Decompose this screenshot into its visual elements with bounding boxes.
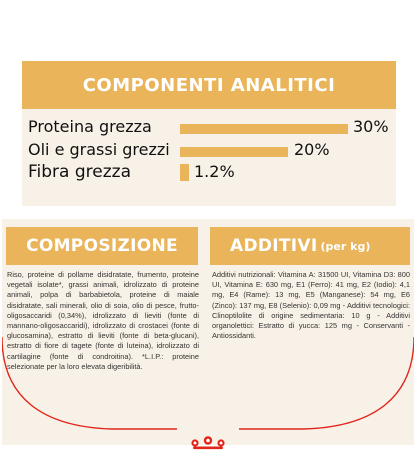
analytics-row-value: 20%	[294, 140, 330, 159]
composition-text: Riso, proteine di pollame disidratate, frumento, proteine vegetali isolate*, grassi animali, idrolizzato di proteine animali, polpa di barbabietola, proteine di maiale disidratate, sali minerali, olio di soia, olio di pesce, frutto-oligosaccaridi (0,34%), idrolizzato di lieviti (fonte di mannano-oligosaccaridi), idrolizzato di crostacei (fonte di glucosamina), estratto di lieviti (fonte di beta-glucani), estratto di fiore di tagete (fonte di luteina), idrolizzato di cartilagine (fonte di condroitina). *L.I.P.: proteine selezionate per la loro elevata digeribilità.	[7, 270, 199, 371]
analytics-row-label: Fibra grezza	[28, 162, 131, 182]
additives-title: ADDITIVI	[230, 236, 318, 256]
analytical-components-panel	[22, 61, 396, 206]
analytics-row-label: Oli e grassi grezzi	[28, 140, 170, 159]
analytics-row-fiber	[28, 162, 393, 184]
analytics-row-protein	[28, 117, 393, 139]
royal-canin-crown-icon	[189, 436, 227, 450]
analytics-row-value: 30%	[353, 117, 389, 136]
analytics-row-fat	[28, 140, 393, 162]
analytics-bar-fat	[180, 147, 288, 157]
ingredients-panel	[2, 219, 414, 445]
composition-header	[6, 227, 198, 265]
additives-header	[210, 227, 410, 265]
analytics-row-label: Proteina grezza	[28, 117, 152, 136]
analytical-components-banner	[22, 61, 396, 109]
additives-subtitle: (per kg)	[320, 239, 371, 253]
analytics-bar-protein	[180, 124, 348, 134]
analytical-components-title: COMPONENTI ANALITICI	[82, 74, 336, 96]
composition-title: COMPOSIZIONE	[26, 236, 178, 256]
additives-text: Additivi nutrizionali: Vitamina A: 31500 UI, Vitamina D3: 800 UI, Vitamina E: 630 mg, E1 (Ferro): 41 mg, E2 (Iodio): 4,1 mg, E4 (Rame): 13 mg, E5 (Manganese): 54 mg, E6 (Zinco): 137 mg, E8 (Selenio): 0,09 mg - Additivi tecnologici: Clinoptilolite di origine sedimentaria: 10 g - Additivi organolettici: Estratto di yucca: 125 mg - Conservanti - Antiossidanti.	[212, 270, 410, 341]
analytics-row-value: 1.2%	[194, 162, 235, 181]
analytics-bar-fiber	[180, 164, 189, 181]
